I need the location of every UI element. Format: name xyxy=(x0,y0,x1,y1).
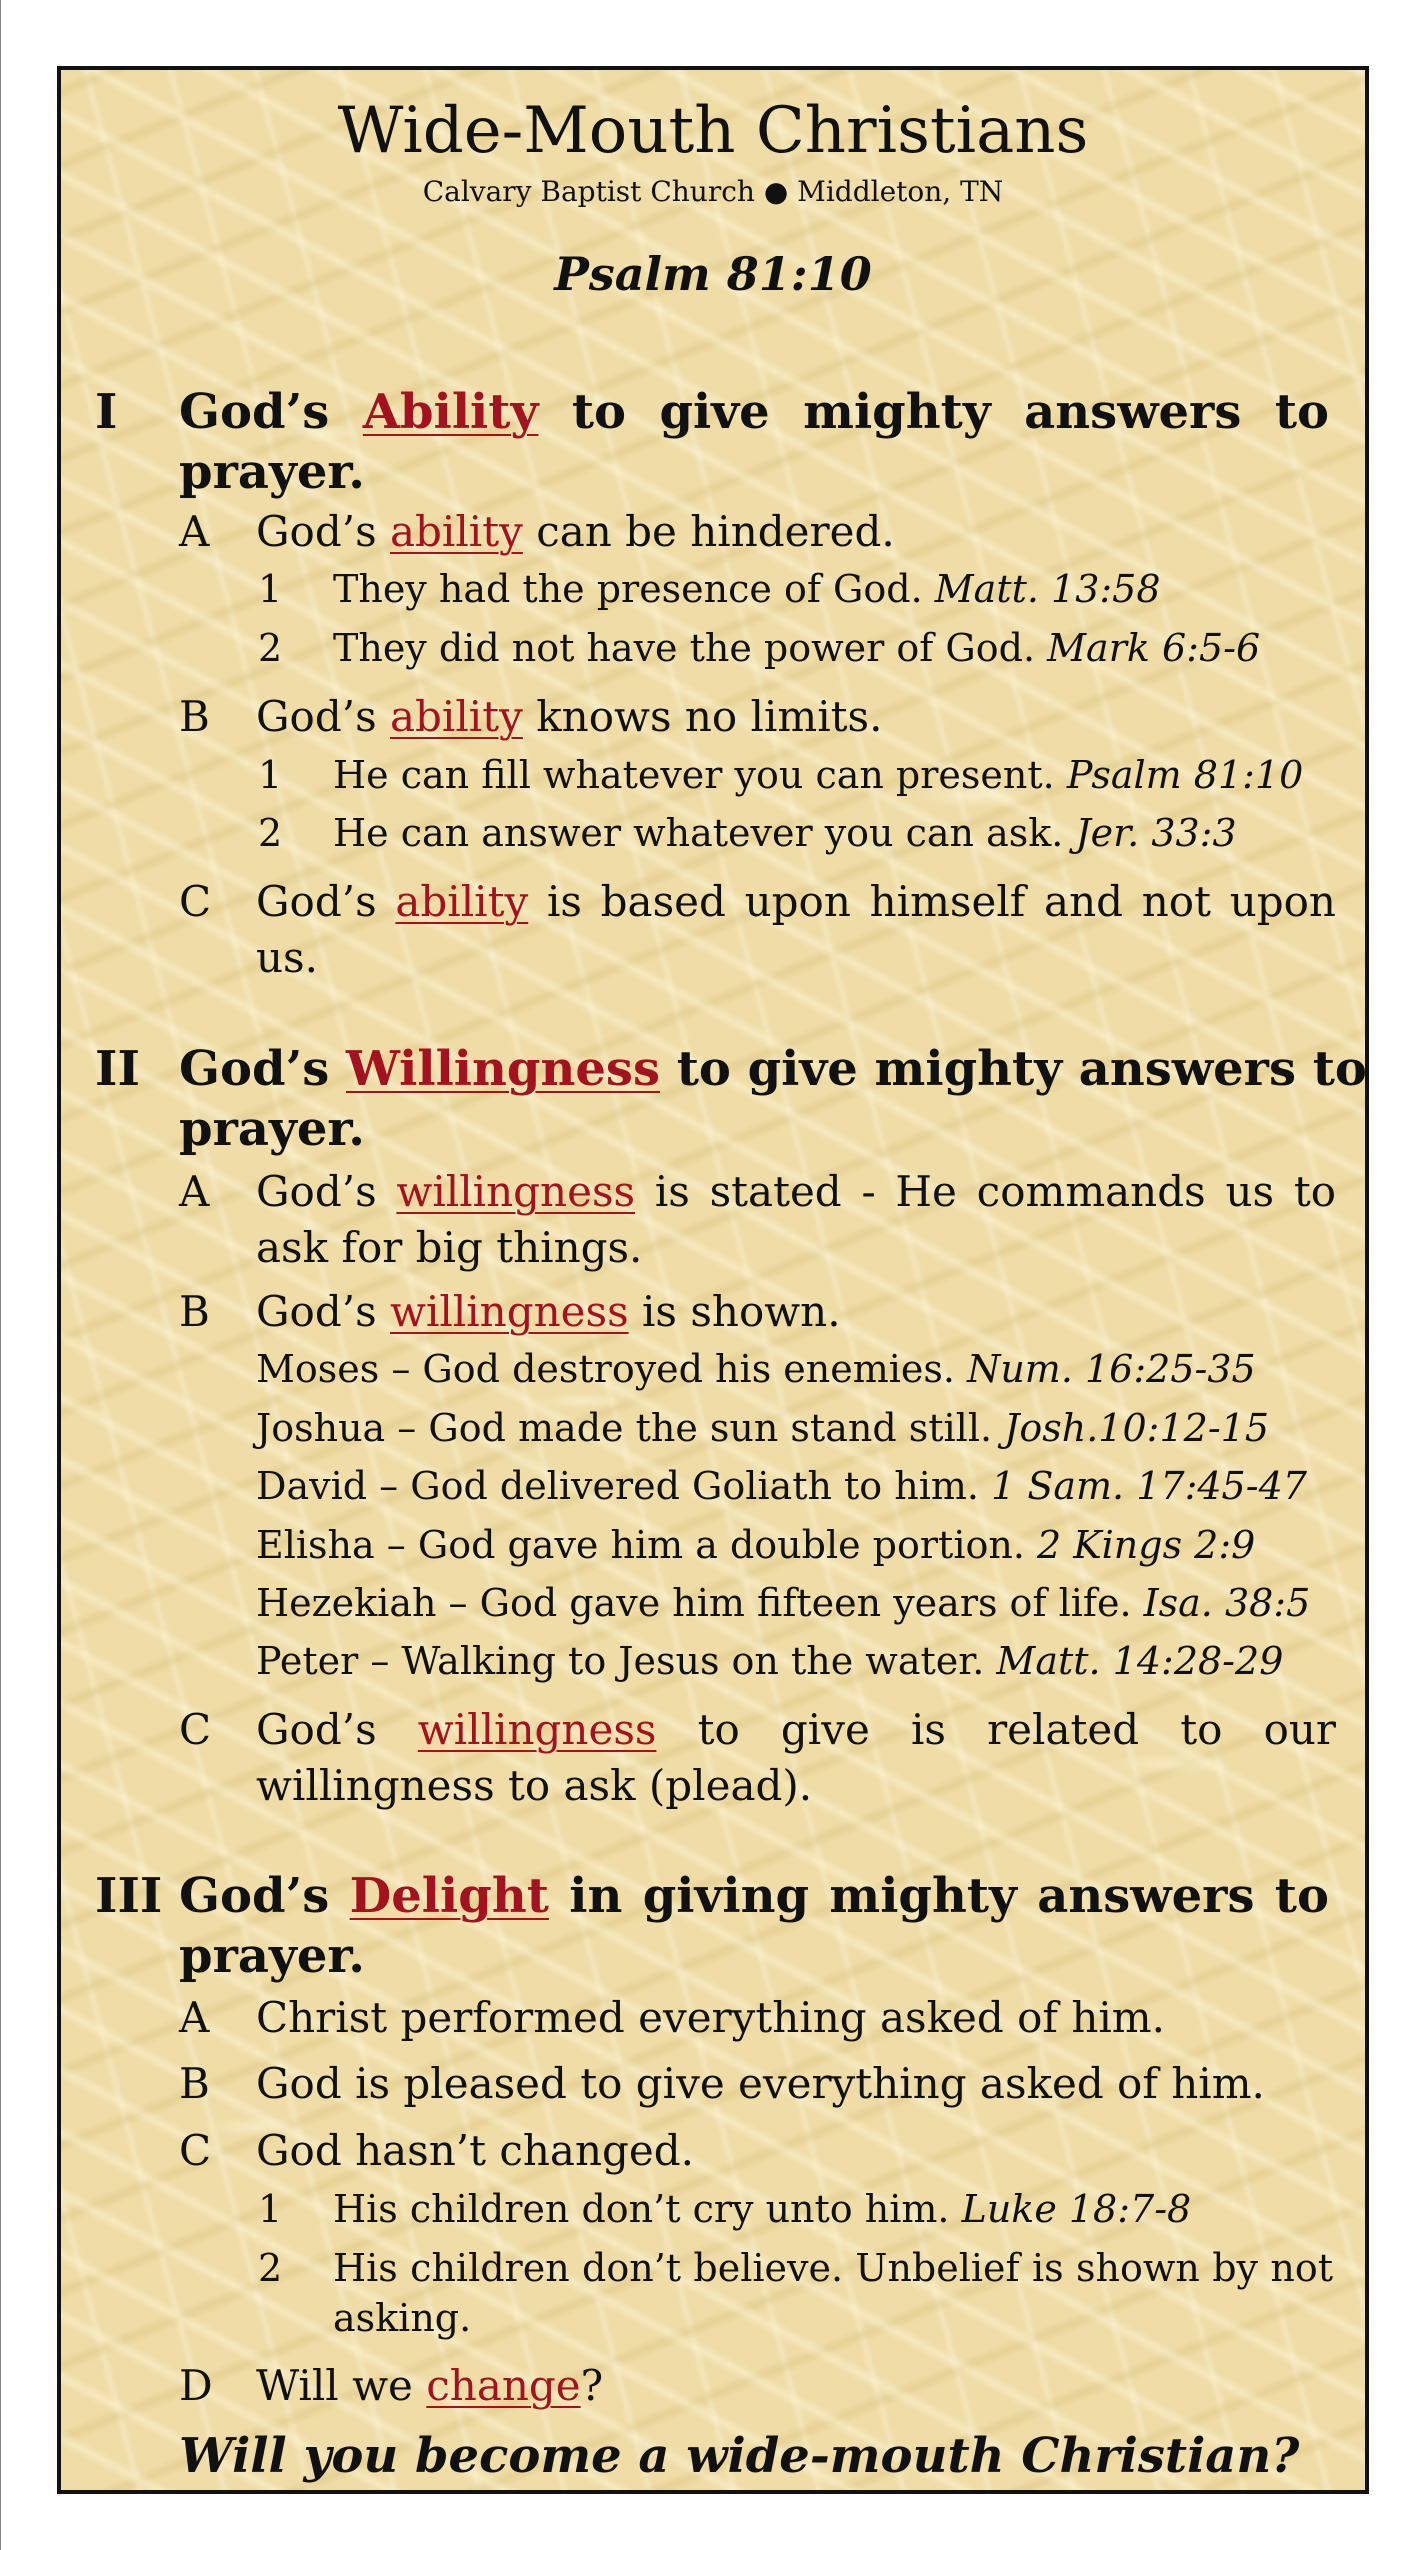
point-3c-2-num: 2 xyxy=(258,2246,283,2290)
section-1-keyword: Ability xyxy=(362,384,539,440)
point-3c-2: His children don’t believe. Unbelief is shown by not asking. xyxy=(333,2246,1333,2340)
example-hezekiah: Hezekiah – God gave him fifteen years of life. Isa. 38:5 xyxy=(256,1581,1311,1625)
section-2-heading: God’s Willingness to give mighty answers to prayer. xyxy=(179,1041,1367,1157)
section-2-numeral: II xyxy=(95,1041,140,1097)
point-3b-letter: B xyxy=(179,2059,210,2108)
point-3a-letter: A xyxy=(179,1993,210,2042)
point-3a: Christ performed everything asked of him. xyxy=(256,1993,1165,2042)
section-3-heading: God’s Delight in giving mighty answers to prayer. xyxy=(179,1868,1329,1984)
point-1a-1-num: 1 xyxy=(258,567,283,611)
example-peter: Peter – Walking to Jesus on the water. Matt. 14:28-29 xyxy=(256,1639,1284,1683)
point-1a-2-num: 2 xyxy=(258,626,283,670)
section-3-numeral: III xyxy=(95,1868,163,1924)
closing-question: Will you become a wide-mouth Christian? xyxy=(179,2428,1300,2484)
point-1c: God’s ability is based upon himself and not upon us. xyxy=(256,877,1336,982)
section-3-keyword: Delight xyxy=(349,1868,549,1924)
point-1b-2-num: 2 xyxy=(258,811,283,855)
point-1b-1-num: 1 xyxy=(258,753,283,797)
point-1b-2: He can answer whatever you can ask. Jer. 33:3 xyxy=(333,811,1237,855)
point-1c-letter: C xyxy=(179,877,212,926)
point-1b-1: He can fill whatever you can present. Psalm 81:10 xyxy=(333,753,1304,797)
example-joshua: Joshua – God made the sun stand still. Josh.10:12-15 xyxy=(256,1406,1270,1450)
page-edge xyxy=(0,0,1,2550)
point-3b: God is pleased to give everything asked of him. xyxy=(256,2059,1265,2108)
point-1b-letter: B xyxy=(179,692,210,741)
point-2a: God’s willingness is stated - He commands us to ask for big things. xyxy=(256,1167,1336,1272)
point-3d: Will we change? xyxy=(256,2361,604,2410)
church-location: Calvary Baptist Church ● Middleton, TN xyxy=(422,175,1004,208)
point-2b-letter: B xyxy=(179,1287,210,1336)
point-2c-letter: C xyxy=(179,1705,212,1754)
section-1-numeral: I xyxy=(95,384,118,440)
point-1a-1: They had the presence of God. Matt. 13:58 xyxy=(333,567,1161,611)
example-moses: Moses – God destroyed his enemies. Num. 16:25-35 xyxy=(256,1347,1256,1391)
point-3c-1: His children don’t cry unto him. Luke 18:7-8 xyxy=(333,2187,1192,2231)
example-david: David – God delivered Goliath to him. 1 Sam. 17:45-47 xyxy=(256,1464,1307,1508)
point-2c: God’s willingness to give is related to our willingness to ask (plead). xyxy=(256,1705,1336,1810)
point-1b: God’s ability knows no limits. xyxy=(256,692,883,741)
point-3c-1-num: 1 xyxy=(258,2187,283,2231)
section-1-heading: God’s Ability to give mighty answers to prayer. xyxy=(179,384,1330,500)
example-elisha: Elisha – God gave him a double portion. 2 Kings 2:9 xyxy=(256,1523,1256,1567)
point-1a-2: They did not have the power of God. Mark 6:5-6 xyxy=(333,626,1261,670)
point-3c-letter: C xyxy=(179,2126,212,2175)
point-2b: God’s willingness is shown. xyxy=(256,1287,841,1336)
section-2-keyword: Willingness xyxy=(346,1041,660,1097)
point-1a: God’s ability can be hindered. xyxy=(256,507,895,556)
page-title: Wide-Mouth Christians xyxy=(337,94,1089,168)
sermon-outline-card xyxy=(57,66,1369,2494)
scripture-reference: Psalm 81:10 xyxy=(554,247,872,301)
point-3d-letter: D xyxy=(179,2361,213,2410)
point-1a-letter: A xyxy=(179,507,210,556)
point-2a-letter: A xyxy=(179,1167,210,1216)
point-3c: God hasn’t changed. xyxy=(256,2126,694,2175)
